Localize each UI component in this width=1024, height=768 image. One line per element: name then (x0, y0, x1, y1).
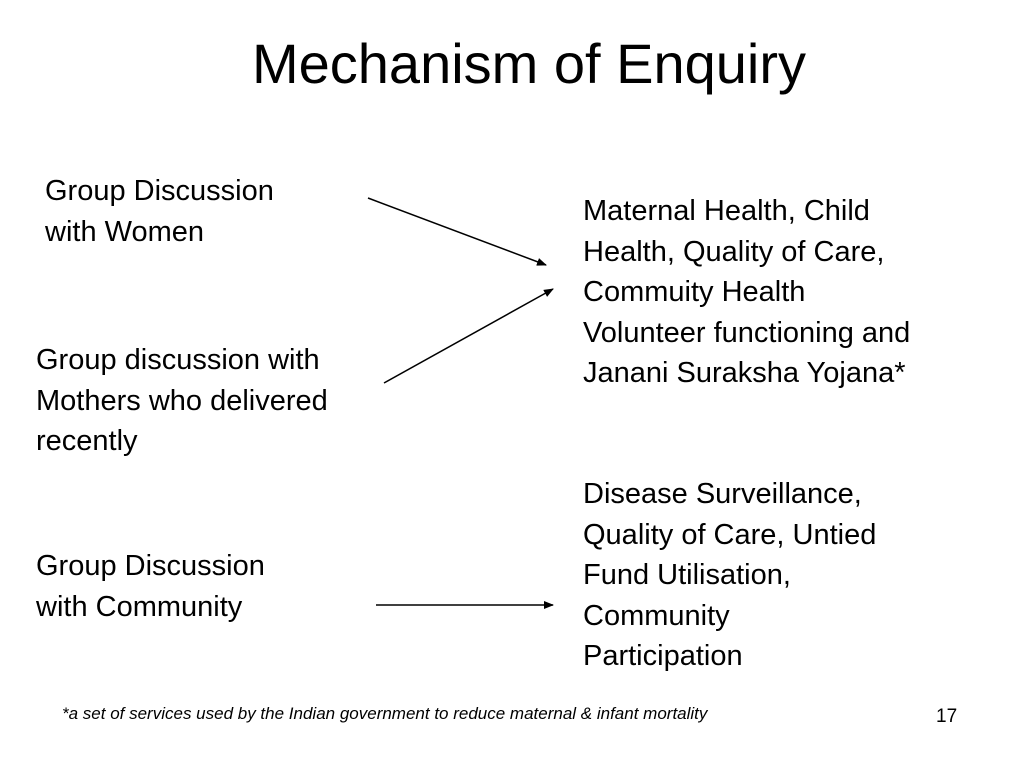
arrow-mothers-to-maternal (384, 289, 553, 383)
source-group-discussion-community: Group Discussion with Community (36, 550, 265, 623)
arrow-women-to-maternal (368, 198, 546, 265)
target-disease-surveillance: Disease Surveillance, Quality of Care, Untied Fund Utilisation, Community Participation (583, 478, 877, 672)
target-maternal-child-health: Maternal Health, Child Health, Quality of Care, Commuity Health Volunteer functioning and Janani Suraksha Yojana* (583, 195, 911, 389)
footnote: *a set of services used by the Indian government to reduce maternal & infant mortality (62, 704, 708, 723)
source-group-discussion-women: Group Discussion with Women (45, 175, 274, 248)
source-group-discussion-mothers: Group discussion with Mothers who delivered recently (36, 344, 328, 457)
page-number: 17 (936, 706, 958, 727)
slide-title: Mechanism of Enquiry (251, 32, 806, 95)
